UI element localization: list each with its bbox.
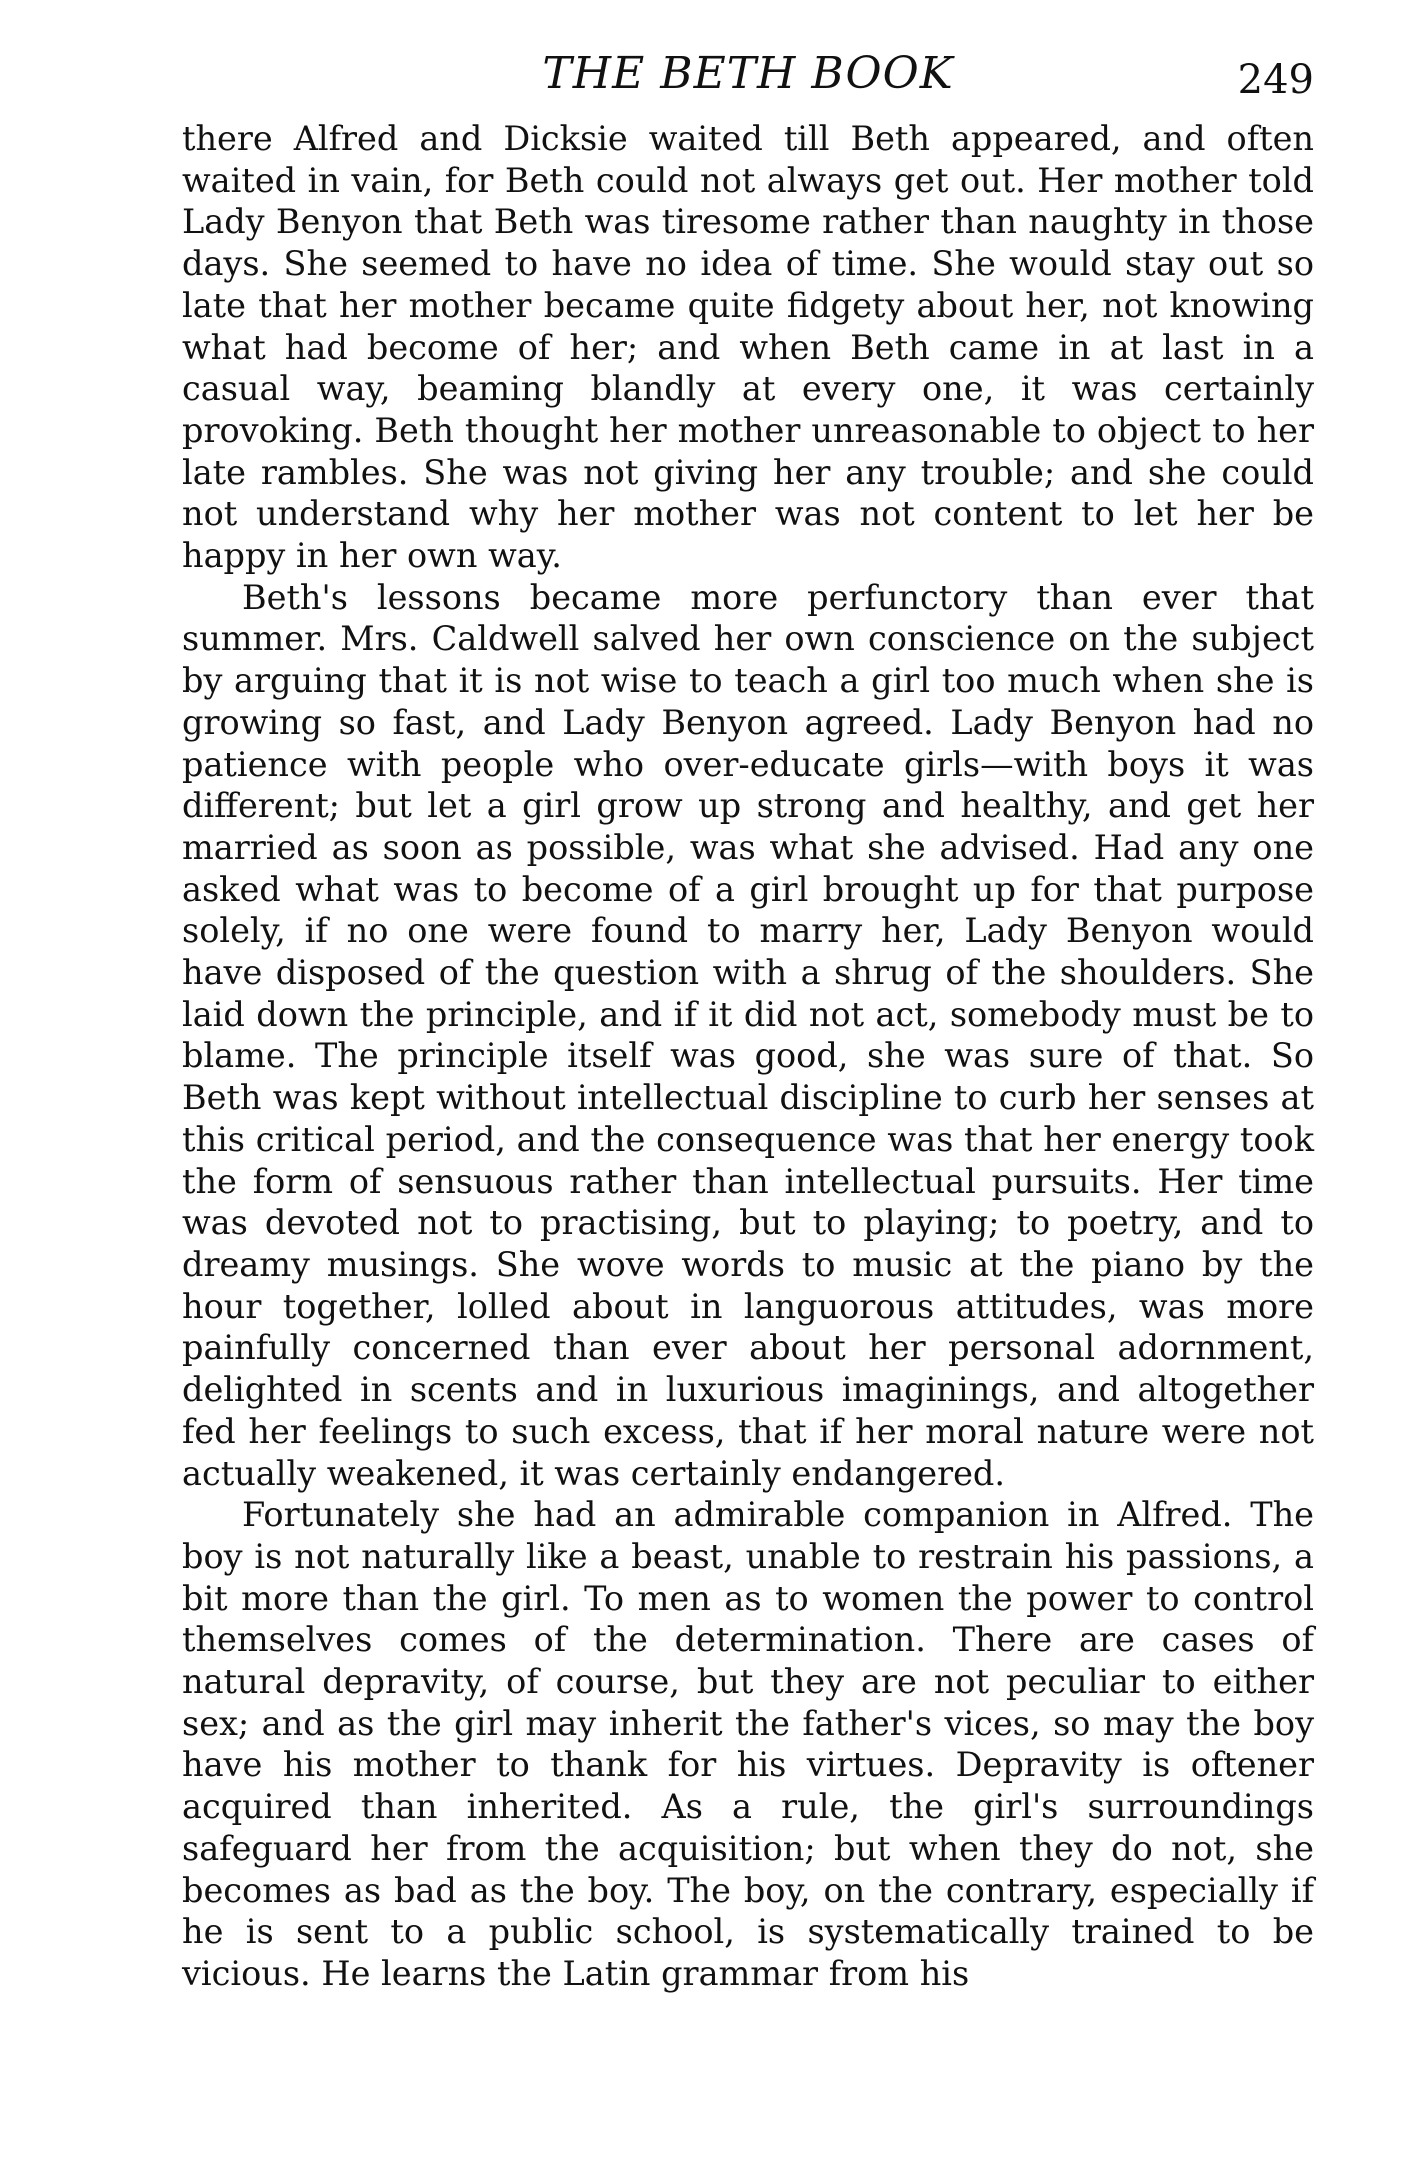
paragraph: Beth's lessons became more perfunctory than ever that summer. Mrs. Caldwell salved her own conscience on the subject by arguing that it is not wise to teach a girl too much when she is growing so fast, and Lady Benyon agreed. Lady Benyon had no patience with people who over-educate girls—with boys it was different; but let a girl grow up strong and healthy, and get her married as soon as possible, was what she advised. Had any one asked what was to become of a girl brought up for that purpose solely, if no one were found to marry her, Lady Benyon would have disposed of the question with a shrug of the shoulders. She laid down the principle, and if it did not act, somebody must be to blame. The principle itself was good, she was sure of that. So Beth was kept without intellectual discipline to curb her senses at this critical period, and the consequence was that her energy took the form of sensuous rather than intellectual pursuits. Her time was devoted not to practising, but to playing; to poetry, and to dreamy musings. She wove words to music at the piano by the hour together, lolled about in languorous attitudes, was more painfully concerned than ever about her personal adornment, delighted in scents and in luxurious imaginings, and altogether fed her feelings to such excess, that if her moral nature were not actually weakened, it was certainly endangered. bbox=[182, 577, 1314, 1493]
paragraph-continued: there Alfred and Dicksie waited till Beth appeared, and often waited in vain, for Beth could not always get out. Her mother told Lady Benyon that Beth was tiresome rather than naughty in those days. She seemed to have no idea of time. She would stay out so late that her mother became quite fidgety about her, not knowing what had become of her; and when Beth came in at last in a casual way, beaming blandly at every one, it was certainly provoking. Beth thought her mother unreasonable to object to her late rambles. She was not giving her any trouble; and she could not understand why her mother was not content to let her be happy in her own way. bbox=[182, 119, 1314, 576]
body-text bbox=[182, 118, 1314, 1995]
paragraph: Fortunately she had an admirable companion in Alfred. The boy is not naturally like a beast, unable to restrain his passions, a bit more than the girl. To men as to women the power to control themselves comes of the determination. There are cases of natural depravity, of course, but they are not peculiar to either sex; and as the girl may inherit the father's vices, so may the boy have his mother to thank for his virtues. Depravity is oftener acquired than inherited. As a rule, the girl's surroundings safeguard her from the acquisition; but when they do not, she becomes as bad as the boy. The boy, on the contrary, especially if he is sent to a public school, is systematically trained to be vicious. He learns the Latin grammar from his bbox=[182, 1495, 1314, 1993]
running-title: THE BETH BOOK bbox=[542, 48, 954, 99]
page-number: 249 bbox=[1237, 57, 1314, 103]
page-header bbox=[182, 44, 1314, 104]
